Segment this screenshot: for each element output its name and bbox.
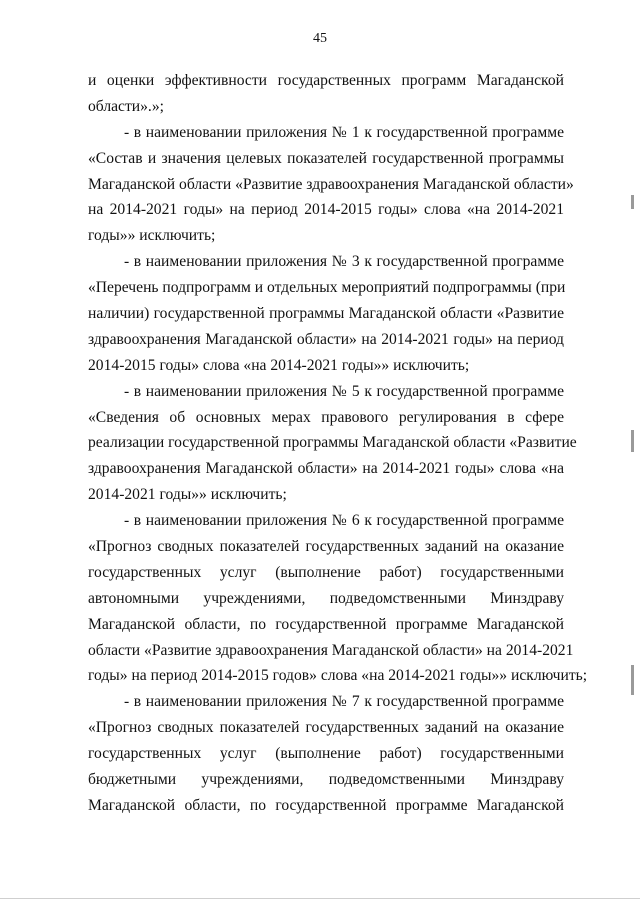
text-line: реализации государственной программы Магаданской области «Развитие: [88, 434, 577, 452]
text-line: 2014-2015 годы» слова «на 2014-2021 годы»» исключить;: [88, 356, 470, 374]
text-line: здравоохранения Магаданской области» на 2014-2021 годы» слова «на: [88, 460, 564, 478]
scan-edge-mark: [631, 195, 634, 209]
text-line: области «Развитие здравоохранения Магаданской области» на 2014-2021: [88, 641, 574, 659]
text-line: 2014-2021 годы»» исключить;: [88, 486, 287, 504]
text-line: области».»;: [88, 97, 164, 115]
list-item-appendix-5: - в наименовании приложения № 5 к государственной программе: [124, 382, 564, 400]
list-item-appendix-6: - в наименовании приложения № 6 к государственной программе: [124, 512, 564, 530]
text-line: Магаданской области, по государственной программе Магаданской: [88, 796, 564, 814]
text-line: годы»» исключить;: [88, 227, 216, 245]
text-line: наличии) государственной программы Магаданской области «Развитие: [88, 305, 564, 323]
scan-edge-mark: [631, 430, 634, 452]
text-line: «Состав и значения целевых показателей государственной программы: [88, 149, 564, 167]
document-body: [88, 68, 588, 819]
text-line: государственных услуг (выполнение работ) государственными: [88, 745, 564, 763]
text-line: здравоохранения Магаданской области» на 2014-2021 годы» на период: [88, 330, 564, 348]
text-line: Магаданской области, по государственной программе Магаданской: [88, 615, 564, 633]
scan-edge-mark: [631, 665, 634, 695]
text-line: и оценки эффективности государственных программ Магаданской: [88, 72, 564, 89]
text-line: «Сведения об основных мерах правового регулирования в сфере: [88, 408, 564, 426]
text-line: «Перечень подпрограмм и отдельных мероприятий подпрограммы (при: [88, 279, 566, 297]
text-line: автономными учреждениями, подведомственными Минздраву: [88, 589, 564, 607]
text-line: на 2014-2021 годы» на период 2014-2015 годы» слова «на 2014-2021: [88, 201, 564, 219]
list-item-appendix-7: - в наименовании приложения № 7 к государственной программе: [124, 693, 564, 711]
text-line: «Прогноз сводных показателей государственных заданий на оказание: [88, 538, 564, 556]
text-line: бюджетными учреждениями, подведомственными Минздраву: [88, 771, 564, 789]
list-item-appendix-1: - в наименовании приложения № 1 к государственной программе: [124, 123, 564, 141]
text-line: государственных услуг (выполнение работ) государственными: [88, 563, 564, 581]
text-line: «Прогноз сводных показателей государственных заданий на оказание: [88, 719, 564, 737]
list-item-appendix-3: - в наименовании приложения № 3 к государственной программе: [124, 253, 564, 271]
page-number: 45: [313, 31, 327, 46]
text-line: Магаданской области «Развитие здравоохранения Магаданской области»: [88, 175, 574, 193]
page-bottom-edge: [0, 898, 640, 899]
text-line: годы» на период 2014-2015 годов» слова «на 2014-2021 годы»» исключить;: [88, 667, 588, 685]
